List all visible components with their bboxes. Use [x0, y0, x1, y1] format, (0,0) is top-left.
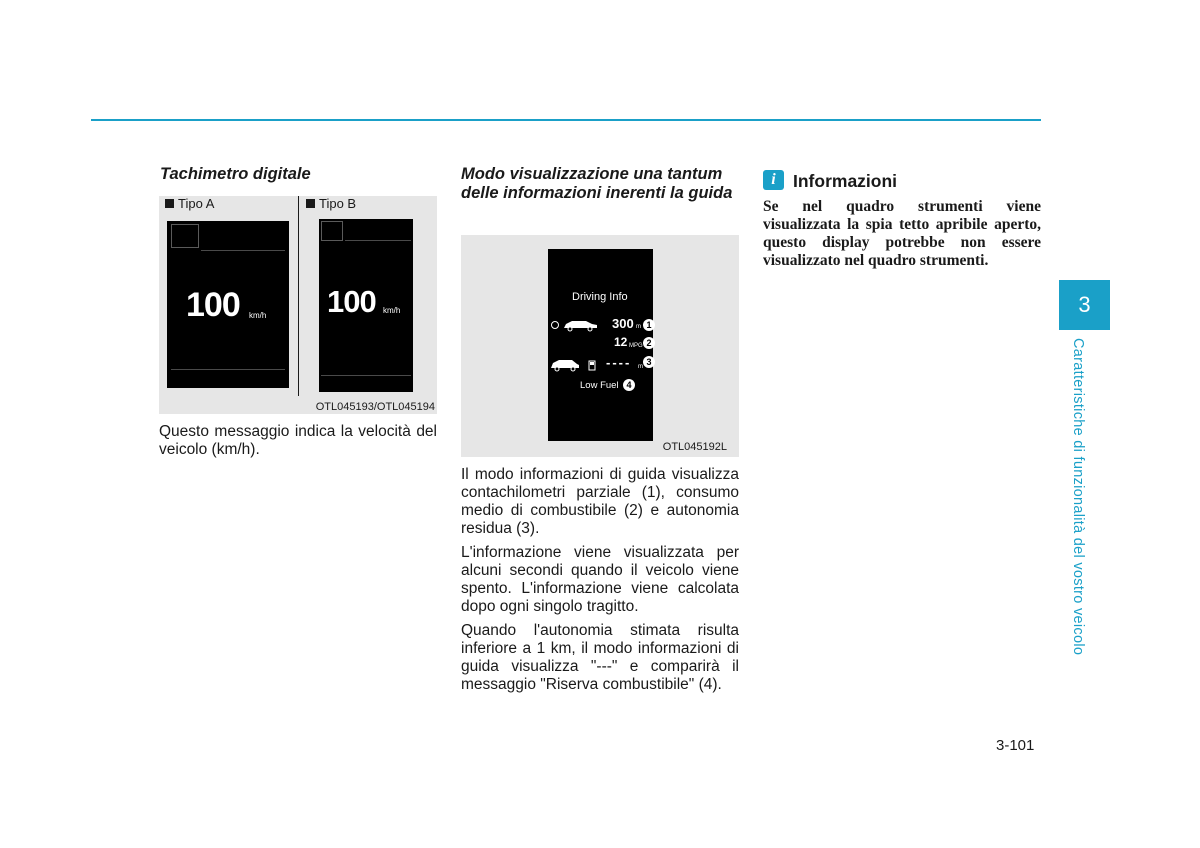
info-text: Se nel quadro strumenti viene visualizzata la spia tetto apribile aperto, questo display potrebbe non essere visualizzato nel quadro strumenti. [763, 198, 1041, 269]
callout-4: 4 [623, 379, 635, 391]
speed-value: 100 [186, 286, 240, 324]
fuel-economy-value: 12 [614, 335, 628, 349]
display-line [345, 240, 411, 241]
callout-3: 3 [643, 356, 655, 368]
figure-code: OTL045193/OTL045194 [315, 401, 435, 413]
trip-unit: m [636, 324, 641, 330]
range-value: ---- [606, 355, 632, 370]
speed-unit: km/h [383, 306, 401, 315]
speed-value: 100 [327, 284, 376, 319]
paragraph: Quando l'autonomia stimata risulta inferiore a 1 km, il modo informazioni di guida visualizza "---" e comparirà il messaggio "Riserva combustibile" (4). [461, 622, 739, 693]
square-bullet-icon [306, 199, 315, 208]
type-b-label [306, 196, 356, 211]
info-icon: i [763, 170, 784, 190]
display-line [201, 250, 285, 251]
cluster-display-type-b [319, 219, 413, 392]
paragraph: Il modo informazioni di guida visualizza contachilometri parziale (1), consumo medio di combustibile (2) e autonomia residua (3). [461, 466, 739, 537]
page-number: 3-101 [996, 737, 1035, 754]
trip-car-icon [550, 318, 600, 332]
range-unit: m [638, 364, 643, 370]
chapter-title: Caratteristiche di funzionalità del vostro veicolo [1070, 338, 1086, 656]
digital-speedometer-heading: Tachimetro digitale [160, 165, 311, 183]
driving-info-screen [548, 249, 653, 441]
type-b-text: Tipo B [319, 196, 357, 211]
screen-title: Driving Info [572, 291, 628, 303]
driving-info-heading: Modo visualizzazione una tantum delle informazioni inerenti la guida [461, 165, 733, 202]
paragraph: L'informazione viene visualizzata per alcuni secondi quando il veicolo viene spento. L'informazione viene calcolata dopo ogni singolo tragitto. [461, 544, 739, 615]
top-rule [91, 119, 1041, 121]
figure-divider [298, 196, 299, 396]
display-line [321, 375, 411, 376]
indicator-box [321, 221, 343, 241]
fuel-economy-unit: MPG [629, 343, 643, 349]
type-a-text: Tipo A [178, 196, 215, 211]
callout-2: 2 [643, 337, 655, 349]
cluster-display-type-a [167, 221, 289, 388]
driving-info-figure [461, 235, 739, 457]
speedometer-description: Questo messaggio indica la velocità del veicolo (km/h). [159, 423, 437, 458]
callout-1: 1 [643, 319, 655, 331]
display-line [171, 369, 285, 370]
range-car-fuel-icon [550, 357, 600, 373]
chapter-number-tab: 3 [1059, 280, 1110, 330]
type-a-label [165, 196, 214, 211]
low-fuel-text: Low Fuel [580, 380, 619, 391]
info-title: Informazioni [793, 171, 898, 191]
trip-value: 300 [612, 316, 634, 331]
figure-code: OTL045192L [662, 441, 727, 453]
speedometer-figure [159, 196, 437, 414]
square-bullet-icon [165, 199, 174, 208]
speed-unit: km/h [249, 311, 267, 320]
indicator-box [171, 224, 199, 248]
driving-info-description [461, 466, 739, 694]
